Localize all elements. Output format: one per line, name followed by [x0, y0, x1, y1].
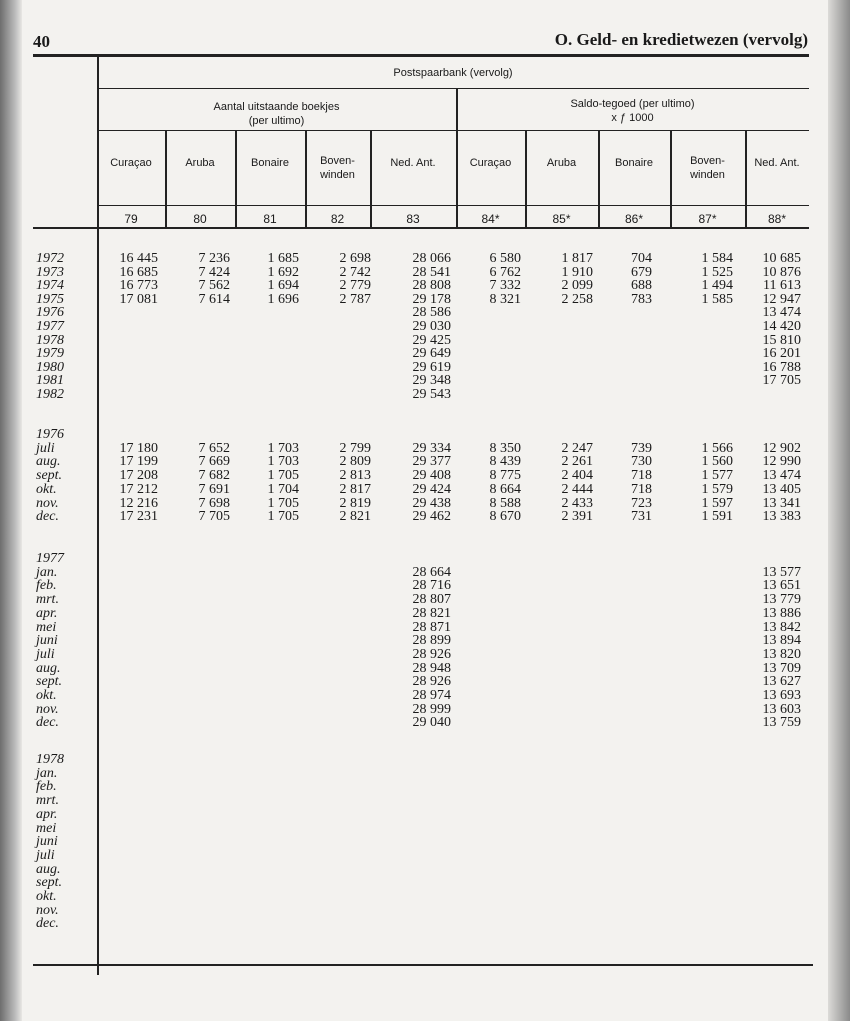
- cell-value: 13 474: [762, 305, 801, 321]
- cell-value: 12 947: [762, 291, 801, 307]
- row-label: juni: [36, 633, 58, 649]
- cell-value: 16 773: [119, 278, 158, 294]
- cell-value: 1 597: [701, 495, 733, 511]
- table-row: [0, 593, 850, 607]
- cell-value: 688: [631, 278, 652, 294]
- column-header: [370, 156, 456, 170]
- column-header-label: Bonaire: [615, 157, 653, 169]
- row-label: juli: [36, 646, 55, 662]
- cell-value: 2 813: [339, 468, 371, 484]
- cell-value: 28 899: [412, 633, 451, 649]
- column-header: [525, 156, 598, 170]
- cell-value: 2 391: [561, 509, 593, 525]
- cell-value: 1 560: [701, 454, 733, 470]
- table-bottom-rule: [33, 964, 813, 966]
- cell-value: 11 613: [763, 278, 801, 294]
- cell-value: 2 817: [339, 481, 371, 497]
- cell-value: 29 462: [412, 509, 451, 525]
- table-row: [0, 320, 850, 334]
- cell-value: 13 383: [762, 509, 801, 525]
- cell-value: 8 588: [489, 495, 521, 511]
- table-top-rule: [33, 54, 809, 57]
- row-label: 1972: [36, 251, 64, 266]
- column-number: 85*: [552, 212, 571, 226]
- cell-value: 28 926: [412, 646, 451, 662]
- column-header: [165, 156, 235, 170]
- cell-value: 7 705: [198, 509, 230, 525]
- group-header-line1: Aantal uitstaande boekjes: [213, 101, 340, 113]
- cell-value: 29 408: [412, 468, 451, 484]
- cell-value: 28 808: [412, 278, 451, 294]
- cell-value: 13 603: [762, 701, 801, 717]
- cell-value: 8 321: [489, 291, 521, 307]
- row-label: nov.: [36, 902, 59, 918]
- table-row: [0, 835, 850, 849]
- cell-value: 13 651: [762, 578, 801, 594]
- cell-value: 7 614: [198, 291, 230, 307]
- column-number: 79: [124, 212, 138, 226]
- cell-value: 29 030: [412, 319, 451, 334]
- table-row: [0, 876, 850, 890]
- cell-value: 13 341: [762, 495, 801, 511]
- cell-value: 14 420: [762, 319, 801, 334]
- cell-value: 1 694: [267, 278, 299, 294]
- cell-value: 29 438: [412, 495, 451, 511]
- cell-value: 7 682: [198, 468, 230, 484]
- column-header: [456, 156, 525, 170]
- table-row: [0, 648, 850, 662]
- cell-value: 2 799: [339, 440, 371, 456]
- row-label: mei: [36, 820, 57, 836]
- group-header-count: [97, 100, 456, 128]
- cell-value: 29 334: [412, 440, 451, 456]
- cell-value: 8 439: [489, 454, 521, 470]
- table-title: Postspaarbank (vervolg): [393, 67, 513, 79]
- cell-value: 29 543: [412, 387, 451, 402]
- cell-value: 13 894: [762, 633, 801, 649]
- cell-value: 28 541: [412, 264, 451, 280]
- cell-value: 783: [631, 291, 652, 307]
- row-label: sept.: [36, 875, 63, 891]
- column-header-label: Curaçao: [469, 157, 512, 169]
- cell-value: 1 696: [267, 291, 299, 307]
- row-label: 1974: [36, 278, 64, 294]
- cell-value: 7 669: [198, 454, 230, 470]
- cell-value: 2 099: [561, 278, 593, 294]
- column-number: 88*: [767, 212, 787, 226]
- cell-value: 15 810: [762, 332, 801, 348]
- cell-value: 718: [631, 481, 652, 497]
- column-header: [745, 156, 809, 170]
- table-row: [0, 863, 850, 877]
- row-label: jan.: [36, 765, 58, 781]
- row-label: sept.: [36, 468, 63, 484]
- row-label: 1980: [36, 359, 64, 375]
- cell-value: 12 902: [762, 440, 801, 456]
- cell-value: 10 876: [762, 264, 801, 280]
- row-label: okt.: [36, 481, 57, 497]
- column-number: 84*: [481, 212, 500, 226]
- cell-value: 13 577: [762, 564, 801, 580]
- column-divider: [598, 130, 600, 228]
- column-divider: [525, 130, 527, 228]
- cell-value: 2 821: [339, 509, 371, 525]
- table-row: [0, 849, 850, 863]
- cell-value: 7 652: [198, 440, 230, 456]
- column-number: 80: [193, 212, 207, 226]
- row-label: feb.: [36, 578, 57, 594]
- row-label: okt.: [36, 889, 57, 904]
- row-label: aug.: [36, 861, 61, 877]
- cell-value: 28 871: [412, 619, 451, 635]
- cell-value: 1 705: [267, 509, 299, 525]
- cell-value: 12 216: [119, 495, 158, 511]
- cell-value: 2 247: [561, 440, 593, 456]
- rule: [97, 88, 809, 89]
- cell-value: 16 201: [762, 346, 801, 362]
- page-number: 40: [33, 32, 50, 51]
- column-header-label: Ned. Ant.: [754, 157, 800, 169]
- cell-value: 1 585: [701, 291, 733, 307]
- cell-value: 718: [631, 468, 652, 484]
- cell-value: 28 999: [412, 701, 451, 717]
- cell-value: 1 817: [561, 251, 593, 266]
- row-label: apr.: [36, 806, 58, 822]
- cell-value: 1 703: [267, 440, 299, 456]
- column-header: [235, 156, 305, 170]
- row-label: 1973: [36, 264, 64, 280]
- row-label: nov.: [36, 701, 59, 717]
- header-bottom-rule: [33, 227, 809, 229]
- column-header-label: Ned. Ant.: [390, 157, 436, 169]
- cell-value: 17 705: [762, 373, 801, 389]
- cell-value: 17 199: [119, 454, 158, 470]
- row-label: okt.: [36, 688, 57, 703]
- cell-value: 17 208: [119, 468, 158, 484]
- column-number: 81: [263, 212, 277, 226]
- cell-value: 8 775: [489, 468, 521, 484]
- table-row: [0, 607, 850, 621]
- column-header-label: Bonaire: [251, 157, 289, 169]
- table-row: [0, 767, 850, 781]
- cell-value: 1 566: [701, 440, 733, 456]
- cell-value: 28 586: [412, 305, 451, 321]
- column-divider: [165, 130, 167, 228]
- cell-value: 16 788: [762, 359, 801, 375]
- cell-value: 28 716: [412, 578, 451, 594]
- cell-value: 1 692: [267, 264, 299, 280]
- row-label: apr.: [36, 605, 58, 621]
- table-row: [0, 904, 850, 918]
- cell-value: 13 709: [762, 660, 801, 676]
- cell-value: 13 693: [762, 688, 801, 703]
- column-header: [670, 154, 745, 182]
- cell-value: 7 698: [198, 495, 230, 511]
- cell-value: 29 619: [412, 359, 451, 375]
- running-head: O. Geld- en kredietwezen (vervolg): [554, 30, 808, 49]
- group-header-line2: (per ultimo): [248, 115, 305, 127]
- table-row: [0, 808, 850, 822]
- cell-value: 2 258: [561, 291, 593, 307]
- column-header-label: Aruba: [185, 157, 215, 169]
- cell-value: 1 703: [267, 454, 299, 470]
- cell-value: 2 742: [339, 264, 371, 280]
- row-label: jan.: [36, 564, 58, 580]
- table-row: [0, 510, 850, 524]
- row-label: mrt.: [36, 793, 59, 809]
- rule: [97, 205, 809, 206]
- cell-value: 16 445: [119, 251, 158, 266]
- cell-value: 29 040: [412, 715, 451, 731]
- column-number: 83: [406, 212, 420, 226]
- row-label: 1978: [36, 332, 64, 348]
- cell-value: 1 705: [267, 495, 299, 511]
- cell-value: 28 664: [412, 564, 451, 580]
- row-label: juli: [36, 440, 55, 456]
- row-label: dec.: [36, 916, 59, 932]
- cell-value: 28 807: [412, 592, 451, 608]
- cell-value: 17 212: [119, 481, 158, 497]
- table-row: [0, 388, 850, 402]
- row-label: juni: [36, 834, 58, 850]
- column-header-label2: winden: [320, 169, 355, 181]
- row-label: dec.: [36, 509, 59, 525]
- row-label: aug.: [36, 454, 61, 470]
- cell-value: 13 820: [762, 646, 801, 662]
- column-header-label: Boven-: [320, 155, 355, 167]
- table-row: [0, 780, 850, 794]
- row-label: juli: [36, 847, 55, 863]
- cell-value: 13 627: [762, 674, 801, 690]
- cell-value: 28 926: [412, 674, 451, 690]
- cell-value: 730: [631, 454, 652, 470]
- cell-value: 13 474: [762, 468, 801, 484]
- row-label: 1976: [36, 305, 64, 321]
- cell-value: 29 425: [412, 332, 451, 348]
- section-heading-row: [0, 552, 850, 566]
- cell-value: 16 685: [119, 264, 158, 280]
- cell-value: 1 591: [701, 509, 733, 525]
- cell-value: 8 670: [489, 509, 521, 525]
- cell-value: 2 444: [561, 481, 593, 497]
- column-number: 82: [330, 212, 345, 226]
- row-label: 1975: [36, 291, 64, 307]
- cell-value: 28 821: [412, 605, 451, 621]
- table-row: [0, 822, 850, 836]
- cell-value: 13 405: [762, 481, 801, 497]
- table-row: [0, 716, 850, 730]
- table-row: [0, 917, 850, 931]
- cell-value: 731: [631, 509, 652, 525]
- column-header: [305, 154, 370, 182]
- cell-value: 8 350: [489, 440, 521, 456]
- cell-value: 7 691: [198, 481, 230, 497]
- cell-value: 29 178: [412, 291, 451, 307]
- table-row: [0, 483, 850, 497]
- cell-value: 1 577: [701, 468, 733, 484]
- cell-value: 2 787: [339, 291, 371, 307]
- cell-value: 1 685: [267, 251, 299, 266]
- cell-value: 7 424: [198, 264, 230, 280]
- section-heading: 1978: [36, 752, 64, 767]
- cell-value: 7 236: [198, 251, 230, 266]
- cell-value: 17 081: [119, 291, 158, 307]
- row-label: mrt.: [36, 592, 59, 608]
- cell-value: 679: [631, 264, 652, 280]
- column-header-label: Boven-: [690, 155, 725, 167]
- cell-value: 2 261: [561, 454, 593, 470]
- table-row: [0, 252, 850, 266]
- cell-value: 2 779: [339, 278, 371, 294]
- cell-value: 13 759: [762, 715, 801, 731]
- cell-value: 1 910: [561, 264, 593, 280]
- cell-value: 7 562: [198, 278, 230, 294]
- column-number: 87*: [698, 212, 717, 226]
- table-row: [0, 469, 850, 483]
- row-label: feb.: [36, 779, 57, 795]
- cell-value: 29 424: [412, 481, 451, 497]
- group-header-line2: x ƒ 1000: [611, 112, 654, 124]
- cell-value: 2 809: [339, 454, 371, 470]
- column-header-label: Curaçao: [110, 157, 152, 169]
- group-header-balance: [456, 97, 809, 125]
- cell-value: 8 664: [489, 481, 521, 497]
- cell-value: 723: [631, 495, 652, 511]
- cell-value: 28 066: [412, 251, 451, 266]
- cell-value: 13 779: [762, 592, 801, 608]
- cell-value: 28 948: [412, 660, 451, 676]
- cell-value: 1 705: [267, 468, 299, 484]
- cell-value: 2 819: [339, 495, 371, 511]
- group-header-line1: Saldo-tegoed (per ultimo): [570, 98, 695, 110]
- cell-value: 704: [631, 251, 652, 266]
- cell-value: 13 842: [762, 619, 801, 635]
- cell-value: 6 580: [489, 251, 521, 266]
- row-label: mei: [36, 619, 57, 635]
- cell-value: 2 433: [561, 495, 593, 511]
- column-divider: [235, 130, 237, 228]
- column-header-label: Aruba: [546, 157, 577, 169]
- cell-value: 2 698: [339, 251, 371, 266]
- cell-value: 10 685: [762, 251, 801, 266]
- cell-value: 29 649: [412, 346, 451, 362]
- column-header: [97, 156, 165, 170]
- rule: [97, 130, 809, 131]
- cell-value: 29 348: [412, 373, 451, 389]
- section-heading-row: [0, 428, 850, 442]
- cell-value: 13 886: [762, 605, 801, 621]
- cell-value: 1 584: [701, 251, 733, 266]
- section-heading: 1976: [36, 427, 64, 442]
- section-heading: 1977: [36, 551, 64, 566]
- table-row: [0, 794, 850, 808]
- cell-value: 28 974: [412, 688, 451, 703]
- cell-value: 1 704: [267, 481, 299, 497]
- cell-value: 17 180: [119, 440, 158, 456]
- row-label: sept.: [36, 674, 63, 690]
- table-row: [0, 890, 850, 904]
- row-label: dec.: [36, 715, 59, 731]
- cell-value: 7 332: [489, 278, 521, 294]
- cell-value: 1 525: [701, 264, 733, 280]
- cell-value: 17 231: [119, 509, 158, 525]
- column-number: 86*: [624, 212, 644, 226]
- cell-value: 1 579: [701, 481, 733, 497]
- cell-value: 739: [631, 440, 652, 456]
- row-label: nov.: [36, 495, 59, 511]
- table-row: [0, 689, 850, 703]
- cell-value: 1 494: [701, 278, 733, 294]
- cell-value: 2 404: [561, 468, 593, 484]
- column-header-label2: winden: [690, 169, 725, 181]
- row-label: 1982: [36, 387, 64, 402]
- row-label: 1981: [36, 373, 64, 389]
- cell-value: 12 990: [762, 454, 801, 470]
- column-divider: [370, 130, 372, 228]
- cell-value: 29 377: [412, 454, 451, 470]
- row-label: 1977: [36, 319, 64, 334]
- row-label: aug.: [36, 660, 61, 676]
- column-header: [598, 156, 670, 170]
- section-heading-row: [0, 753, 850, 767]
- row-label: 1979: [36, 346, 64, 362]
- cell-value: 6 762: [489, 264, 521, 280]
